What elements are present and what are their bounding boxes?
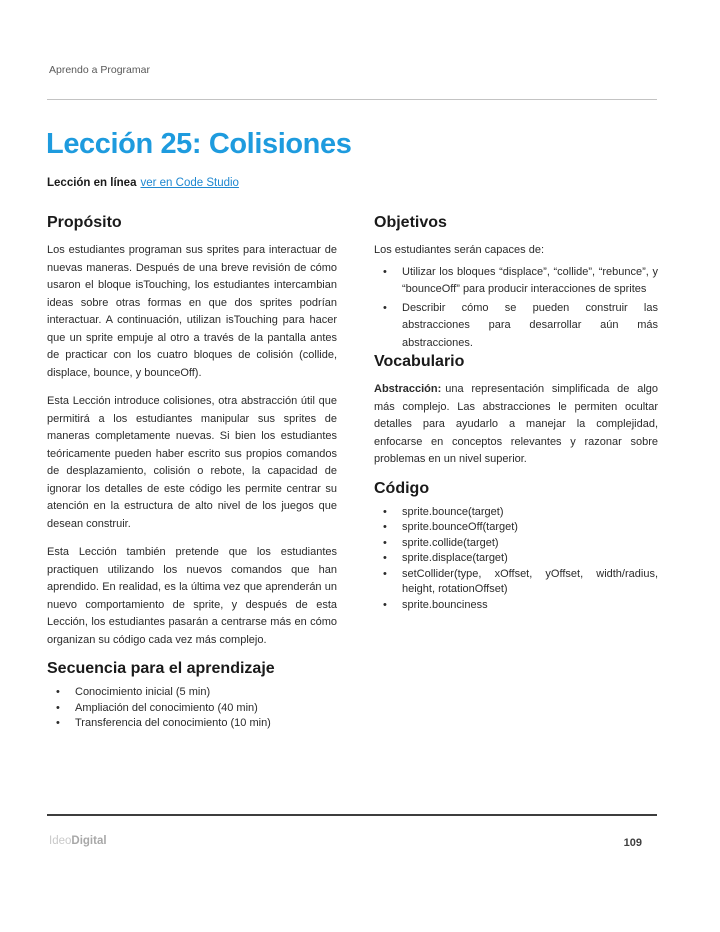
codigo-heading: Código bbox=[374, 479, 430, 497]
objetivos-intro: Los estudiantes serán capaces de: bbox=[374, 244, 545, 256]
proposito-heading: Propósito bbox=[47, 214, 122, 231]
lesson-online-line bbox=[47, 177, 239, 189]
list-item: • Describir cómo se pueden construir las abstracciones para desarrollar aún más abstracciones. bbox=[374, 300, 658, 353]
vocab-definition-text: una representación simplificada de algo más complejo. Las abstracciones le permiten ocultar detalles para ayudarlo a manejar la complejidad, enfocarse en conceptos relevantes y razonar sobre problemas en un nivel superior. bbox=[374, 383, 658, 465]
vocabulario-definition bbox=[374, 381, 658, 469]
vocabulario-heading: Vocabulario bbox=[374, 353, 465, 370]
page-number: 109 bbox=[623, 837, 642, 849]
proposito-paragraph: Esta Lección introduce colisiones, otra abstracción útil que permitirá a los estudiantes manipular sus sprites de maneras completamente nuevas. Si bien los estudiantes teóricamente pueden haber escrito sus propios comandos de desplazamiento, colisión o rebote, la capacidad de ignorar los detalles de este código les permite centrar su atención en la estructura de alto nivel de los juegos que desean construir. bbox=[47, 395, 337, 530]
list-item: • sprite.collide(target) bbox=[374, 536, 658, 552]
page-title: Lección 25: Colisiones bbox=[46, 128, 352, 160]
vocab-term: Abstracción: bbox=[374, 383, 442, 395]
header-brand: Aprendo a Programar bbox=[49, 64, 150, 76]
list-item: • Ampliación del conocimiento (40 min) bbox=[47, 701, 337, 717]
header-divider bbox=[47, 99, 657, 100]
objetivos-list bbox=[374, 264, 658, 353]
footer-divider bbox=[47, 814, 657, 816]
footer-brand-digital: Digital bbox=[71, 835, 107, 847]
list-item: • setCollider(type, xOffset, yOffset, width/radius, height, rotationOffset) bbox=[374, 567, 658, 598]
objetivos-heading: Objetivos bbox=[374, 214, 447, 231]
list-item: • Utilizar los bloques “displace”, “collide”, “rebunce”, y “bounceOff” para producir interacciones de sprites bbox=[374, 264, 658, 299]
lesson-online-label: Lección en línea bbox=[47, 177, 137, 189]
list-item: • Transferencia del conocimiento (10 min) bbox=[47, 716, 337, 732]
footer-brand-ideo: Ideo bbox=[49, 835, 72, 847]
right-column bbox=[374, 214, 658, 732]
secuencia-heading: Secuencia para el aprendizaje bbox=[47, 660, 275, 677]
proposito-paragraph: Esta Lección también pretende que los estudiantes practiquen utilizando los nuevos comandos que han aprendido. En realidad, es la última vez que aprenderán un nuevo comportamiento de sprite, y después de esta Lección, los estudiantes pasarán a centrarse más en cómo organizan su código cada vez más complejo. bbox=[47, 546, 337, 646]
list-item: • sprite.bounce(target) bbox=[374, 505, 658, 521]
secuencia-list bbox=[47, 685, 337, 732]
list-item: • sprite.displace(target) bbox=[374, 551, 658, 567]
two-column-layout bbox=[47, 214, 658, 732]
code-studio-link[interactable]: ver en Code Studio bbox=[140, 177, 239, 189]
footer-brand bbox=[49, 835, 107, 847]
list-item: • sprite.bounciness bbox=[374, 598, 658, 614]
proposito-paragraph: Los estudiantes programan sus sprites para interactuar de nuevas maneras. Después de una breve revisión de cómo usaron el bloque isTouching, los estudiantes intercambian ideas sobre otras formas en que dos sprites podrían interactuar. A continuación, utilizan isTouching para hacer que un sprite empuje al otro a través de la pantalla antes de practicar con los cuatro bloques de colisión (collide, displace, bounce, y bounceOff). bbox=[47, 244, 337, 379]
left-column bbox=[47, 214, 337, 732]
list-item: • sprite.bounceOff(target) bbox=[374, 520, 658, 536]
list-item: • Conocimiento inicial (5 min) bbox=[47, 685, 337, 701]
codigo-list bbox=[374, 505, 658, 614]
